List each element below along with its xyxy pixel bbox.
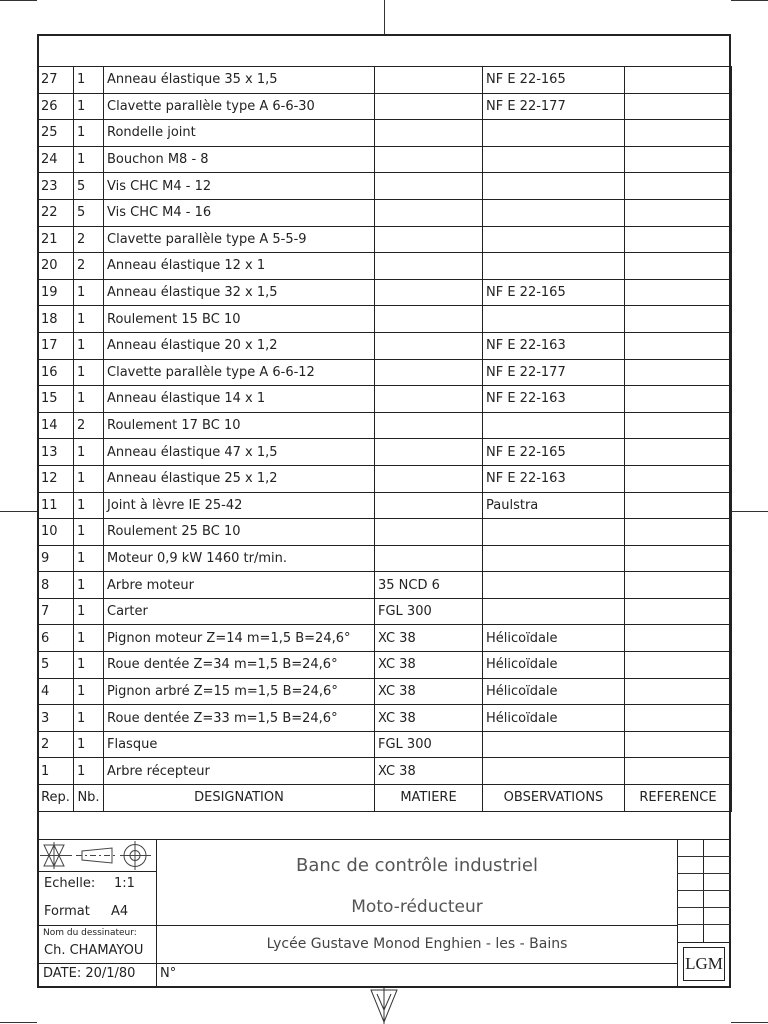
- designation-cell: Clavette parallèle type A 6-6-12: [104, 359, 375, 386]
- drawing-subtitle: Moto-réducteur: [351, 897, 483, 917]
- reference-cell: [625, 412, 732, 439]
- observations-cell: [483, 146, 625, 173]
- table-row: [38, 545, 732, 572]
- designation-cell: Flasque: [104, 731, 375, 758]
- rep-number-cell: 9: [38, 545, 74, 572]
- table-row: [38, 705, 732, 732]
- rep-number-cell: 21: [38, 226, 74, 253]
- quantity-cell: 1: [74, 120, 104, 147]
- table-row: [38, 93, 732, 120]
- table-row: [38, 465, 732, 492]
- table-row: [38, 120, 732, 147]
- material-cell: [375, 332, 483, 359]
- table-row: [38, 253, 732, 280]
- quantity-cell: 1: [74, 492, 104, 519]
- table-row: [38, 758, 732, 785]
- reference-cell: [625, 652, 732, 679]
- reference-cell: [625, 439, 732, 466]
- designation-cell: Bouchon M8 - 8: [104, 146, 375, 173]
- material-cell: [375, 439, 483, 466]
- revision-row-line: [677, 890, 731, 891]
- reference-cell: [625, 705, 732, 732]
- table-row: [38, 412, 732, 439]
- quantity-cell: 1: [74, 572, 104, 599]
- designation-cell: Anneau élastique 12 x 1: [104, 253, 375, 280]
- parts-list-table: [37, 66, 732, 812]
- quantity-cell: 1: [74, 705, 104, 732]
- reference-cell: [625, 492, 732, 519]
- revision-row-line: [677, 924, 731, 925]
- reference-cell: [625, 519, 732, 546]
- observations-cell: [483, 545, 625, 572]
- rep-number-cell: 3: [38, 705, 74, 732]
- designation-cell: Roue dentée Z=33 m=1,5 B=24,6°: [104, 705, 375, 732]
- reference-cell: [625, 598, 732, 625]
- drawing-number-label: N°: [160, 966, 177, 981]
- drawing-title: Banc de contrôle industriel: [296, 855, 538, 876]
- rep-number-cell: 27: [38, 67, 74, 94]
- quantity-cell: 1: [74, 306, 104, 333]
- observations-cell: [483, 519, 625, 546]
- observations-cell: Hélicoïdale: [483, 678, 625, 705]
- revision-grid-divider: [677, 839, 704, 943]
- quantity-cell: 2: [74, 412, 104, 439]
- observations-cell: [483, 598, 625, 625]
- designation-header: DESIGNATION: [104, 785, 375, 812]
- table-row: [38, 199, 732, 226]
- reference-cell: [625, 226, 732, 253]
- material-cell: XC 38: [375, 652, 483, 679]
- quantity-header: Nb.: [74, 785, 104, 812]
- observations-cell: [483, 226, 625, 253]
- observations-cell: Hélicoïdale: [483, 625, 625, 652]
- table-row: [38, 306, 732, 333]
- reference-cell: [625, 386, 732, 413]
- designation-cell: Arbre récepteur: [104, 758, 375, 785]
- material-cell: [375, 279, 483, 306]
- table-row: [38, 386, 732, 413]
- observations-cell: NF E 22-165: [483, 439, 625, 466]
- quantity-cell: 5: [74, 173, 104, 200]
- drafter-name: Ch. CHAMAYOU: [44, 943, 144, 958]
- material-cell: [375, 519, 483, 546]
- observations-cell: [483, 253, 625, 280]
- reference-cell: [625, 678, 732, 705]
- designation-cell: Vis CHC M4 - 16: [104, 199, 375, 226]
- designation-cell: Pignon arbré Z=15 m=1,5 B=24,6°: [104, 678, 375, 705]
- quantity-cell: 1: [74, 545, 104, 572]
- table-row: [38, 359, 732, 386]
- scale-label: Echelle:: [44, 876, 96, 891]
- material-cell: [375, 545, 483, 572]
- reference-header: REFERENCE: [625, 785, 732, 812]
- quantity-cell: 1: [74, 598, 104, 625]
- observations-cell: [483, 306, 625, 333]
- quantity-cell: 1: [74, 332, 104, 359]
- quantity-cell: 1: [74, 93, 104, 120]
- material-cell: [375, 492, 483, 519]
- designation-cell: Carter: [104, 598, 375, 625]
- reference-cell: [625, 758, 732, 785]
- material-cell: [375, 199, 483, 226]
- rep-number-cell: 17: [38, 332, 74, 359]
- rep-number-cell: 26: [38, 93, 74, 120]
- rep-number-cell: 20: [38, 253, 74, 280]
- rep-number-cell: 16: [38, 359, 74, 386]
- corner-mark-top-right: [731, 0, 768, 1]
- reference-cell: [625, 625, 732, 652]
- material-cell: [375, 67, 483, 94]
- quantity-cell: 1: [74, 678, 104, 705]
- material-cell: [375, 253, 483, 280]
- rep-number-cell: 7: [38, 598, 74, 625]
- revision-row-line: [677, 856, 731, 857]
- rep-number-cell: 13: [38, 439, 74, 466]
- quantity-cell: 2: [74, 253, 104, 280]
- table-row: [38, 519, 732, 546]
- designation-cell: Rondelle joint: [104, 120, 375, 147]
- material-cell: XC 38: [375, 678, 483, 705]
- rep-number-cell: 14: [38, 412, 74, 439]
- table-row: [38, 146, 732, 173]
- designation-cell: Roulement 25 BC 10: [104, 519, 375, 546]
- rep-number-cell: 4: [38, 678, 74, 705]
- material-cell: [375, 173, 483, 200]
- corner-mark-top-left: [0, 0, 37, 1]
- school-name: Lycée Gustave Monod Enghien - les - Bains: [266, 936, 568, 952]
- title-block: [37, 839, 731, 988]
- designation-cell: Anneau élastique 20 x 1,2: [104, 332, 375, 359]
- reference-cell: [625, 67, 732, 94]
- material-cell: XC 38: [375, 625, 483, 652]
- quantity-cell: 1: [74, 758, 104, 785]
- rep-number-cell: 25: [38, 120, 74, 147]
- designation-cell: Clavette parallèle type A 6-6-30: [104, 93, 375, 120]
- quantity-cell: 1: [74, 625, 104, 652]
- observations-cell: [483, 199, 625, 226]
- material-cell: FGL 300: [375, 731, 483, 758]
- quantity-cell: 1: [74, 731, 104, 758]
- quantity-cell: 1: [74, 465, 104, 492]
- table-row: [38, 67, 732, 94]
- rep-number-cell: 8: [38, 572, 74, 599]
- table-row: [38, 439, 732, 466]
- material-cell: FGL 300: [375, 598, 483, 625]
- quantity-cell: 1: [74, 146, 104, 173]
- reference-cell: [625, 572, 732, 599]
- designation-cell: Anneau élastique 14 x 1: [104, 386, 375, 413]
- material-cell: [375, 93, 483, 120]
- material-cell: [375, 359, 483, 386]
- reference-cell: [625, 279, 732, 306]
- observations-cell: Hélicoïdale: [483, 705, 625, 732]
- reference-cell: [625, 306, 732, 333]
- center-mark-top: [384, 0, 385, 34]
- reference-cell: [625, 545, 732, 572]
- designation-cell: Joint à lèvre IE 25-42: [104, 492, 375, 519]
- table-row: [38, 492, 732, 519]
- rep-number-cell: 15: [38, 386, 74, 413]
- observations-cell: [483, 572, 625, 599]
- rep-number-cell: 19: [38, 279, 74, 306]
- rep-number-cell: 6: [38, 625, 74, 652]
- corner-mark-bottom-left: [0, 1022, 37, 1023]
- rep-number-cell: 22: [38, 199, 74, 226]
- table-row: [38, 332, 732, 359]
- observations-cell: NF E 22-163: [483, 386, 625, 413]
- observations-cell: NF E 22-163: [483, 465, 625, 492]
- observations-cell: [483, 731, 625, 758]
- designation-cell: Arbre moteur: [104, 572, 375, 599]
- revision-row-line: [677, 873, 731, 874]
- material-header: MATIERE: [375, 785, 483, 812]
- table-row: [38, 598, 732, 625]
- designation-cell: Pignon moteur Z=14 m=1,5 B=24,6°: [104, 625, 375, 652]
- observations-cell: NF E 22-177: [483, 359, 625, 386]
- material-cell: [375, 226, 483, 253]
- designation-cell: Anneau élastique 25 x 1,2: [104, 465, 375, 492]
- rep-number-cell: 23: [38, 173, 74, 200]
- designation-cell: Anneau élastique 35 x 1,5: [104, 67, 375, 94]
- observations-cell: NF E 22-165: [483, 279, 625, 306]
- rep-number-cell: 2: [38, 731, 74, 758]
- quantity-cell: 1: [74, 359, 104, 386]
- school-logo: LGM: [685, 954, 723, 973]
- quantity-cell: 1: [74, 439, 104, 466]
- observations-cell: [483, 120, 625, 147]
- material-cell: 35 NCD 6: [375, 572, 483, 599]
- observations-cell: NF E 22-177: [483, 93, 625, 120]
- observations-cell: NF E 22-163: [483, 332, 625, 359]
- center-mark-right: [731, 511, 768, 512]
- scale-value: 1:1: [114, 876, 135, 891]
- designation-cell: Anneau élastique 32 x 1,5: [104, 279, 375, 306]
- observations-cell: [483, 173, 625, 200]
- table-header-row: [38, 785, 732, 812]
- quantity-cell: 1: [74, 279, 104, 306]
- designation-cell: Vis CHC M4 - 12: [104, 173, 375, 200]
- rep-number-cell: 1: [38, 758, 74, 785]
- material-cell: [375, 386, 483, 413]
- designation-cell: Roulement 17 BC 10: [104, 412, 375, 439]
- rep-number-cell: 11: [38, 492, 74, 519]
- reference-cell: [625, 731, 732, 758]
- material-cell: XC 38: [375, 758, 483, 785]
- quantity-cell: 1: [74, 386, 104, 413]
- material-cell: [375, 120, 483, 147]
- projection-symbol-icon: [38, 840, 156, 871]
- reference-cell: [625, 146, 732, 173]
- rep-number-cell: 12: [38, 465, 74, 492]
- quantity-cell: 2: [74, 226, 104, 253]
- corner-mark-bottom-right: [731, 1022, 768, 1023]
- quantity-cell: 1: [74, 652, 104, 679]
- observations-cell: NF E 22-165: [483, 67, 625, 94]
- observations-cell: Hélicoïdale: [483, 652, 625, 679]
- rep-number-cell: 24: [38, 146, 74, 173]
- reference-cell: [625, 199, 732, 226]
- table-row: [38, 279, 732, 306]
- table-row: [38, 678, 732, 705]
- rep-number-cell: 18: [38, 306, 74, 333]
- projection-symbol-cell: [37, 839, 157, 872]
- designation-cell: Roue dentée Z=34 m=1,5 B=24,6°: [104, 652, 375, 679]
- revision-row-line: [677, 907, 731, 908]
- designation-cell: Anneau élastique 47 x 1,5: [104, 439, 375, 466]
- drafter-label: Nom du dessinateur:: [43, 928, 137, 938]
- table-row: [38, 652, 732, 679]
- rep-number-cell: 10: [38, 519, 74, 546]
- quantity-cell: 1: [74, 519, 104, 546]
- drawing-date: DATE: 20/1/80: [43, 966, 136, 981]
- observations-header: OBSERVATIONS: [483, 785, 625, 812]
- designation-cell: Roulement 15 BC 10: [104, 306, 375, 333]
- material-cell: [375, 465, 483, 492]
- number-cell: [156, 963, 678, 988]
- table-row: [38, 226, 732, 253]
- observations-cell: [483, 412, 625, 439]
- reference-cell: [625, 253, 732, 280]
- reference-cell: [625, 332, 732, 359]
- centering-triangle-icon: [368, 988, 400, 1024]
- format-label: Format: [44, 904, 90, 919]
- material-cell: XC 38: [375, 705, 483, 732]
- reference-cell: [625, 359, 732, 386]
- rep-number-header: Rep.: [38, 785, 74, 812]
- reference-cell: [625, 120, 732, 147]
- format-value: A4: [111, 904, 129, 919]
- table-row: [38, 731, 732, 758]
- quantity-cell: 1: [74, 67, 104, 94]
- material-cell: [375, 412, 483, 439]
- table-row: [38, 173, 732, 200]
- designation-cell: Moteur 0,9 kW 1460 tr/min.: [104, 545, 375, 572]
- rep-number-cell: 5: [38, 652, 74, 679]
- center-mark-left: [0, 511, 37, 512]
- table-row: [38, 625, 732, 652]
- observations-cell: Paulstra: [483, 492, 625, 519]
- observations-cell: [483, 758, 625, 785]
- reference-cell: [625, 173, 732, 200]
- reference-cell: [625, 465, 732, 492]
- material-cell: [375, 306, 483, 333]
- table-row: [38, 572, 732, 599]
- quantity-cell: 5: [74, 199, 104, 226]
- designation-cell: Clavette parallèle type A 5-5-9: [104, 226, 375, 253]
- material-cell: [375, 146, 483, 173]
- reference-cell: [625, 93, 732, 120]
